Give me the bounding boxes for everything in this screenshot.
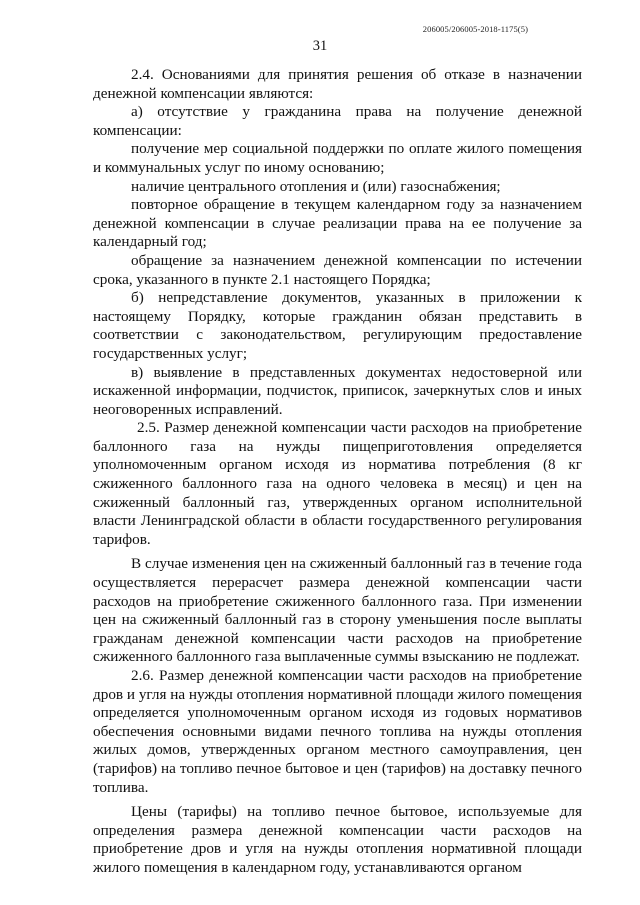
document-code: 206005/206005-2018-1175(5) — [422, 24, 528, 34]
paragraph-tariffs: Цены (тарифы) на топливо печное бытовое, используемые для определения размера денежной компенсации части расходов на приобретение дров и угля на нужды отопления нормативной площади жилого помещения в календарном году, устанавливаются органом — [93, 803, 582, 876]
paragraph-item-v: в) выявление в представленных документах недостоверной или искаженной информации, подчисток, приписок, зачеркнутых слов и иных неоговоренных исправлений. — [93, 363, 582, 418]
paragraph-expired-term: обращение за назначением денежной компенсации по истечении срока, указанного в пункте 2.1 настоящего Порядка; — [93, 251, 582, 288]
paragraph-2-6: 2.6. Размер денежной компенсации части расходов на приобретение дров и угля на нужды отопления нормативной площади жилого помещения определяется уполномоченным органом исходя из годовых нормативов обеспечения основными видами печного топлива на нужды отопления жилых домов, утвержденных органом местного самоуправления, цен (тарифов) на топливо печное бытовое и цен (тарифов) на доставку печного топлива. — [93, 667, 582, 796]
paragraph-price-change: В случае изменения цен на сжиженный баллонный газ в течение года осуществляется перерасчет размера денежной компенсации части расходов на приобретение сжиженного баллонного газа. При изменении цен на сжиженный баллонный газ в сторону уменьшения после выплаты гражданам денежной компенсации части расходов на приобретение сжиженного баллонного газа выплаченные суммы взысканию не подлежат. — [93, 555, 582, 666]
paragraph-other-grounds: получение мер социальной поддержки по оплате жилого помещения и коммунальных услуг по иному основанию; — [93, 140, 582, 176]
paragraph-item-a: а) отсутствие у гражданина права на получение денежной компенсации: — [93, 103, 582, 139]
paragraph-2-4: 2.4. Основаниями для принятия решения об отказе в назначении денежной компенсации являются: — [93, 66, 582, 102]
paragraph-item-b: б) непредставление документов, указанных в приложении к настоящему Порядку, которые гражданин обязан представить в соответствии с законодательством, регулирующим предоставление государственных услуг; — [93, 289, 582, 362]
paragraph-repeat-request: повторное обращение в текущем календарном году за назначением денежной компенсации в случае реализации права на ее получение за календарный год; — [93, 196, 582, 251]
document-body — [93, 66, 582, 878]
page-number: 31 — [312, 38, 328, 54]
paragraph-2-5: 2.5. Размер денежной компенсации части расходов на приобретение баллонного газа на нужды пищеприготовления определяется уполномоченным органом исходя из норматива потребления (8 кг сжиженного баллонного газа на одного человека в месяц) и цен на сжиженный баллонный газ, утвержденных органом исполнительной власти Ленинградской области в области государственного регулирования тарифов. — [93, 419, 582, 548]
paragraph-central-heating: наличие центрального отопления и (или) газоснабжения; — [131, 177, 501, 195]
